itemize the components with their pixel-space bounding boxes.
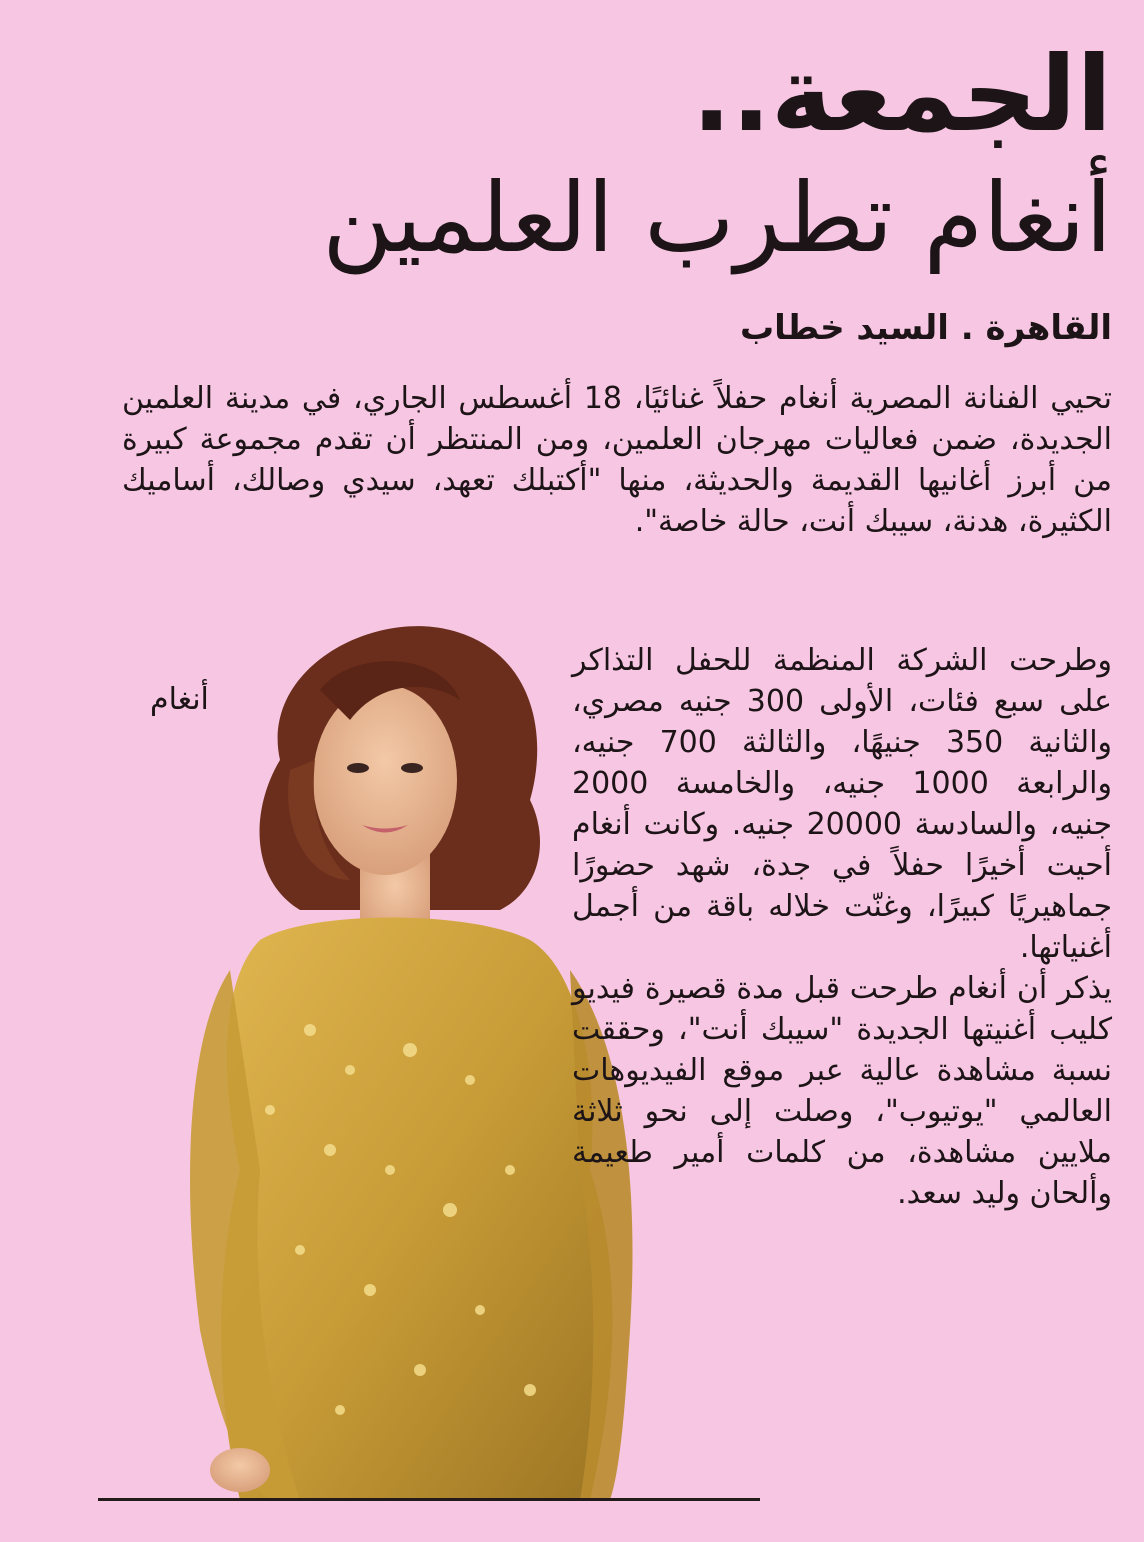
body-paragraph: يذكر أن أنغام طرحت قبل مدة قصيرة فيديو كليب أغنيتها الجديدة "سيبك أنت"، وحققت نسبة مشاهدة عالية عبر موقع الفيديوهات العالمي "يوتيوب"، وصلت إلى نحو ثلاثة ملايين مشاهدة، من كلمات أمير طعيمة وألحان وليد سعد. bbox=[572, 971, 1112, 1211]
photo-caption: أنغام bbox=[150, 682, 209, 717]
article-headline: أنغام تطرب العلمين bbox=[322, 162, 1112, 274]
body-paragraph: وطرحت الشركة المنظمة للحفل التذاكر على سبع فئات، الأولى 300 جنيه مصري، والثانية 350 جنيهًا، والثالثة 700 جنيه، والرابعة 1000 جنيه، والخامسة 2000 جنيه، والسادسة 20000 جنيه. وكانت أنغام أحيت أخيرًا حفلاً في جدة، شهد حضورًا جماهيريًا كبيرًا، وغنّت خلاله باقة من أجمل أغنياتها. bbox=[572, 643, 1113, 965]
article-byline: القاهرة . السيد خطاب bbox=[740, 308, 1112, 348]
article-kicker: الجمعة.. bbox=[691, 33, 1112, 155]
lead-paragraph: تحيي الفنانة المصرية أنغام حفلاً غنائيًا، 18 أغسطس الجاري، في مدينة العلمين الجديدة، ضمن فعاليات مهرجان العلمين، ومن المنتظر أن تقدم مجموعة كبيرة من أبرز أغانيها القديمة والحديثة، منها "أكتبلك تعهد، سيدي وصالك، أساميك الكثيرة، هدنة، سيبك أنت، حالة خاصة". bbox=[122, 381, 1112, 539]
dress-shape bbox=[221, 918, 612, 1501]
article-column bbox=[572, 640, 1112, 1214]
bottom-divider bbox=[98, 1498, 760, 1501]
face-shape bbox=[313, 685, 457, 875]
